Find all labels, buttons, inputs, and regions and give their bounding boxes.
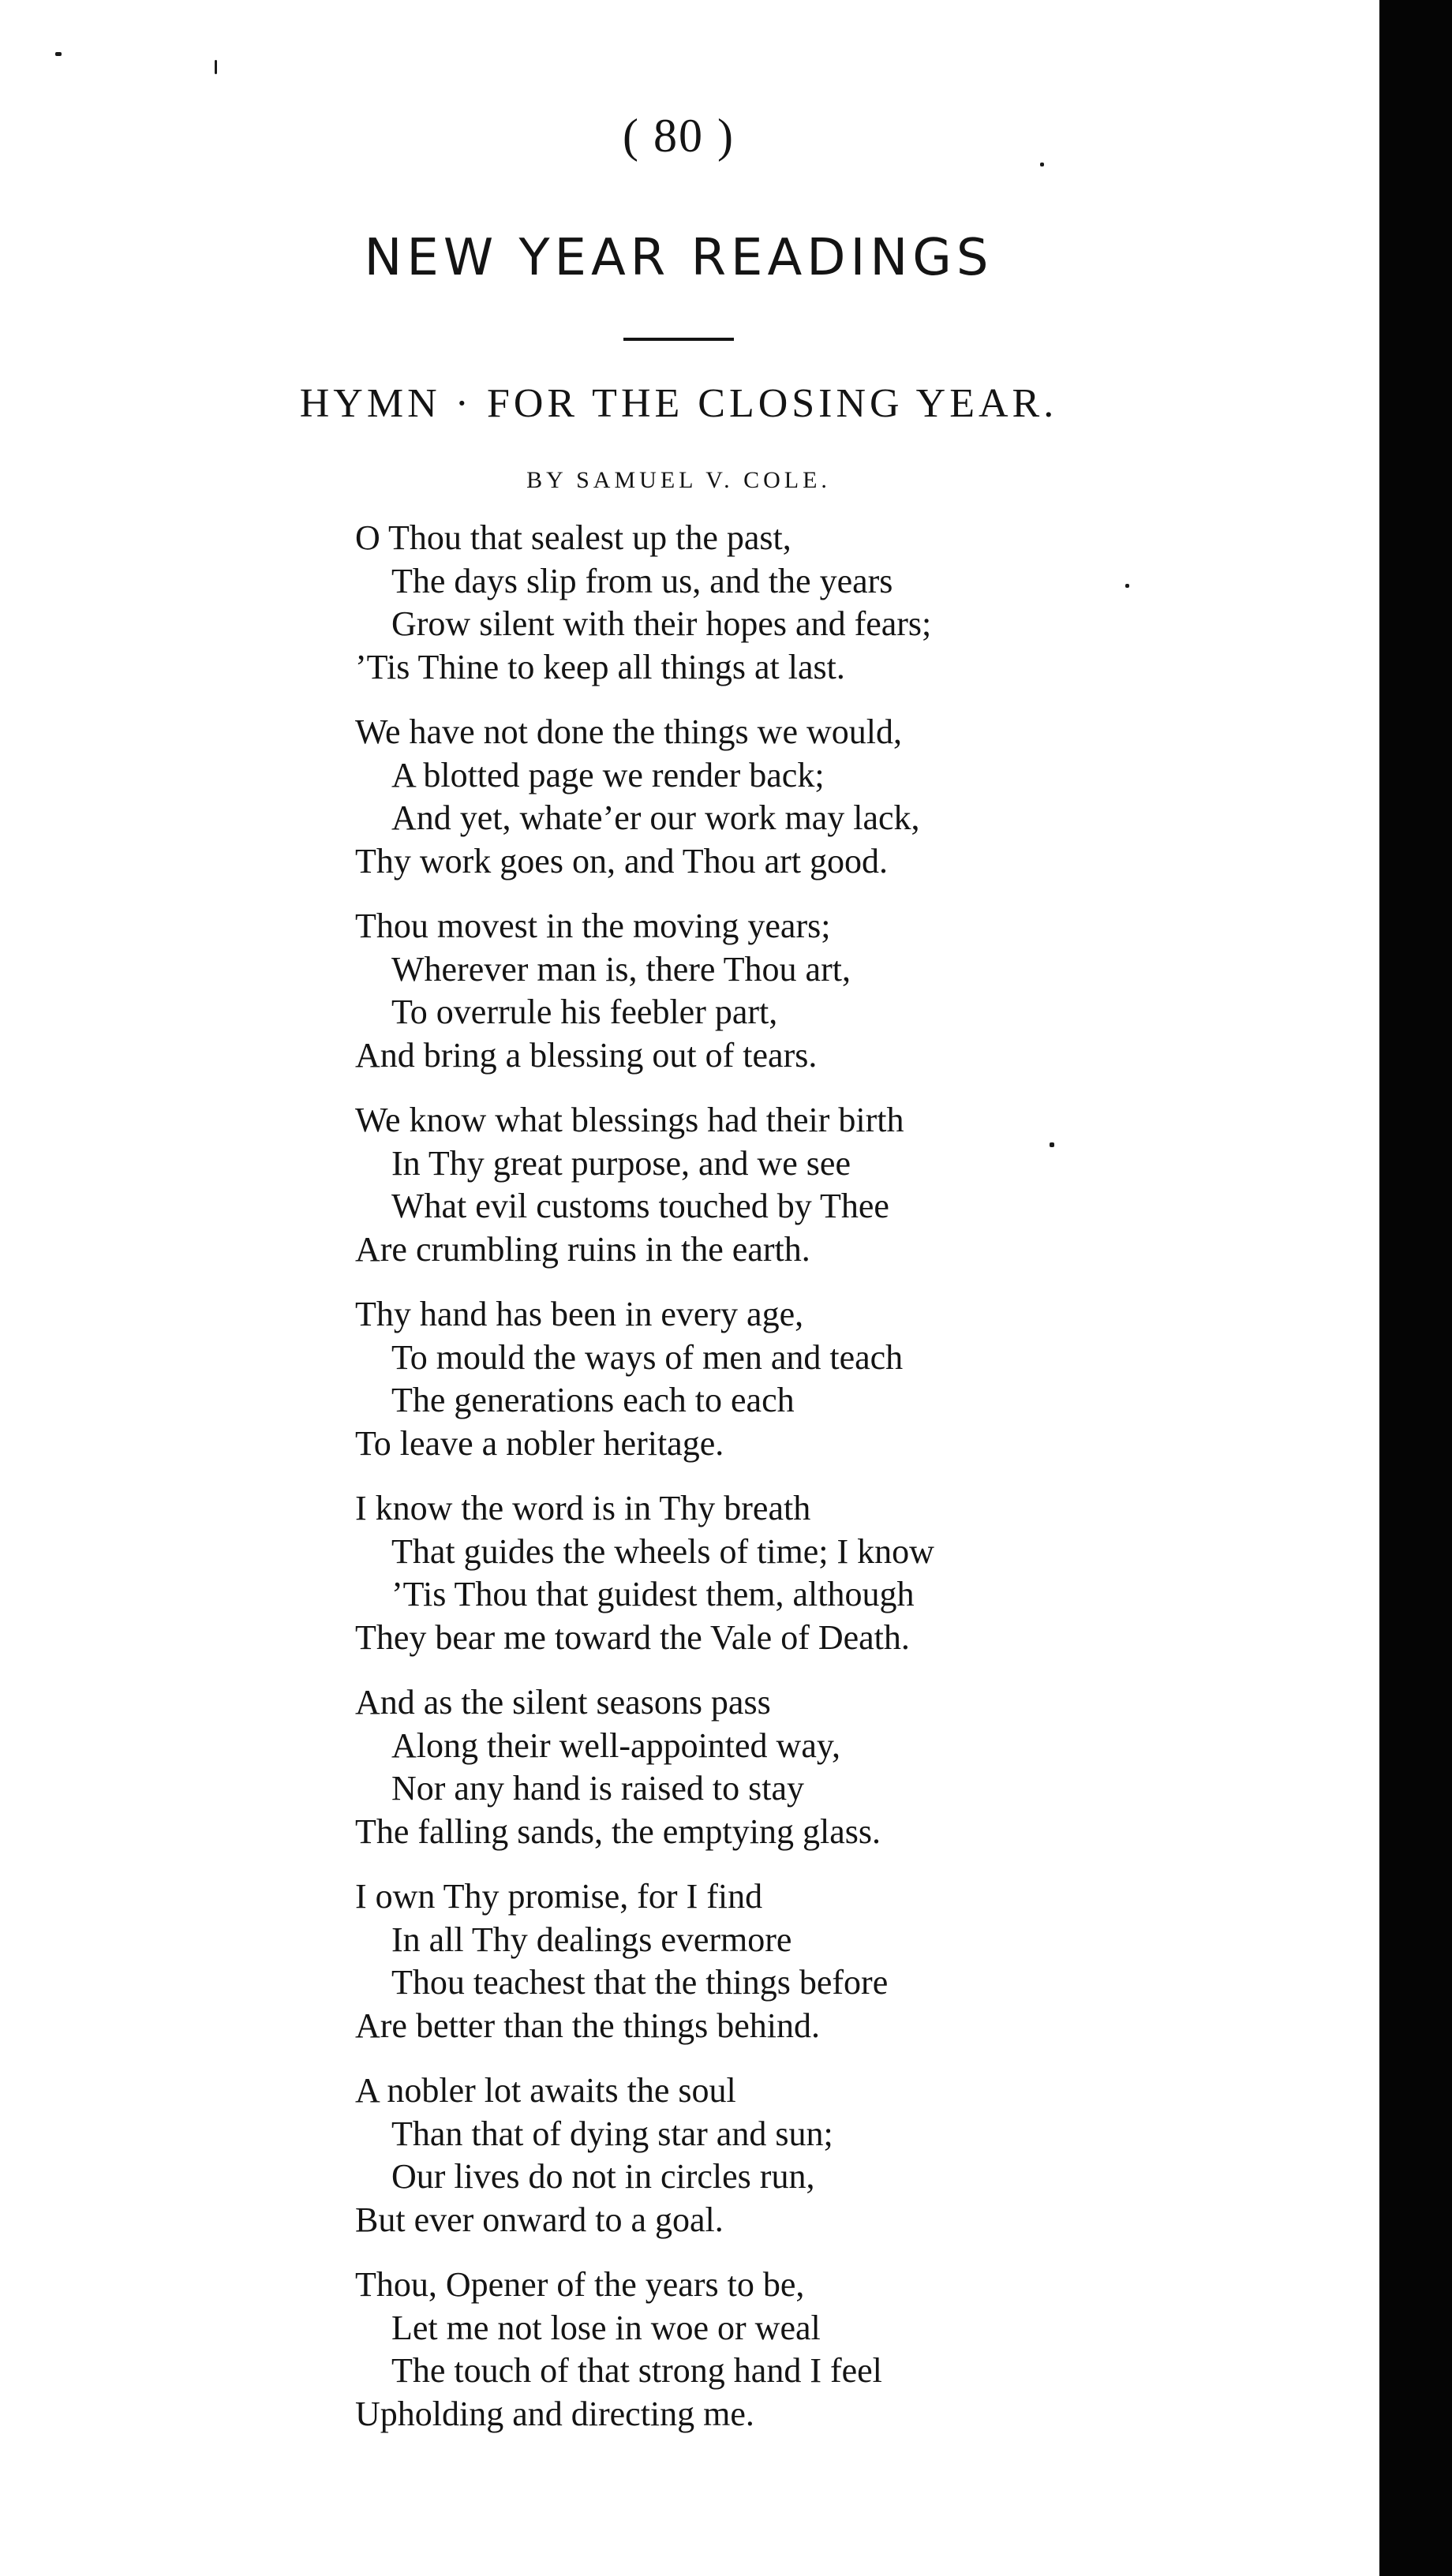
poem-line: Thy work goes on, and Thou art good. bbox=[355, 841, 888, 880]
poem-line: Are crumbling ruins in the earth. bbox=[355, 1229, 810, 1269]
poem-stanza bbox=[355, 1487, 1373, 1659]
poem-line: And yet, whate’er our work may lack, bbox=[391, 798, 920, 837]
poem-line: Our lives do not in circles run, bbox=[391, 2157, 815, 2196]
poem-line: Thou movest in the moving years; bbox=[355, 907, 831, 945]
poem-line: In Thy great purpose, and we see bbox=[391, 1143, 851, 1183]
poem-stanza bbox=[355, 517, 1373, 689]
poem-line: O Thou that sealest up the past, bbox=[355, 518, 791, 557]
section-title: NEW YEAR READINGS bbox=[364, 229, 994, 287]
poem-line: Thou, Opener of the years to be, bbox=[355, 2265, 805, 2304]
poem-line: A blotted page we render back; bbox=[391, 755, 825, 794]
hymn-title: HYMN · FOR THE CLOSING YEAR. bbox=[299, 381, 1058, 426]
poem-line: Along their well-appointed way, bbox=[391, 1725, 840, 1765]
poem-body bbox=[355, 517, 1373, 2458]
poem-line: ’Tis Thine to keep all things at last. bbox=[355, 647, 845, 686]
poem-line: We have not done the things we would, bbox=[355, 712, 902, 751]
title-divider bbox=[623, 338, 734, 341]
scan-speck bbox=[215, 60, 217, 74]
poem-line: The falling sands, the emptying glass. bbox=[355, 1811, 881, 1851]
poem-line: The touch of that strong hand I feel bbox=[391, 2351, 882, 2390]
poem-stanza bbox=[355, 1099, 1373, 1271]
poem-stanza bbox=[355, 2264, 1373, 2436]
poem-line: And bring a blessing out of tears. bbox=[355, 1035, 818, 1075]
poem-line: In all Thy dealings evermore bbox=[391, 1920, 792, 1959]
poem-stanza bbox=[355, 711, 1373, 883]
scan-speck bbox=[55, 52, 62, 56]
poem-line: The days slip from us, and the years bbox=[391, 561, 893, 600]
poem-line: Grow silent with their hopes and fears; bbox=[391, 604, 932, 643]
poem-stanza bbox=[355, 1681, 1373, 1853]
poem-line: Are better than the things behind. bbox=[355, 2006, 820, 2045]
poem-line: We know what blessings had their birth bbox=[355, 1101, 904, 1139]
poem-line: Let me not lose in woe or weal bbox=[391, 2308, 821, 2347]
poem-line: Nor any hand is raised to stay bbox=[391, 1769, 804, 1808]
poem-line: ’Tis Thou that guidest them, although bbox=[391, 1575, 915, 1613]
page-number: ( 80 ) bbox=[623, 110, 735, 162]
poem-line: That guides the wheels of time; I know bbox=[391, 1531, 934, 1571]
poem-line: The generations each to each bbox=[391, 1381, 795, 1419]
poem-line: To mould the ways of men and teach bbox=[391, 1337, 904, 1377]
poem-stanza bbox=[355, 1293, 1373, 1465]
poem-line: Wherever man is, there Thou art, bbox=[391, 949, 851, 989]
poem-line: To overrule his feebler part, bbox=[391, 993, 778, 1031]
poem-line: I own Thy promise, for I find bbox=[355, 1877, 763, 1916]
poem-line: But ever onward to a goal. bbox=[355, 2200, 724, 2239]
poem-line: Upholding and directing me. bbox=[355, 2394, 754, 2433]
poem-stanza bbox=[355, 2069, 1373, 2241]
author-byline: BY SAMUEL V. COLE. bbox=[526, 467, 831, 493]
poem-line: What evil customs touched by Thee bbox=[391, 1187, 889, 1225]
poem-line: Thy hand has been in every age, bbox=[355, 1295, 804, 1333]
page-edge-shadow bbox=[1379, 0, 1452, 2576]
poem-line: I know the word is in Thy breath bbox=[355, 1489, 811, 1527]
poem-line: Thou teachest that the things before bbox=[391, 1963, 889, 2002]
poem-stanza bbox=[355, 1875, 1373, 2047]
poem-line: And as the silent seasons pass bbox=[355, 1683, 771, 1722]
poem-line: A nobler lot awaits the soul bbox=[355, 2071, 736, 2110]
poem-line: Than that of dying star and sun; bbox=[391, 2114, 833, 2153]
poem-stanza bbox=[355, 905, 1373, 1077]
poem-line: They bear me toward the Vale of Death. bbox=[355, 1617, 910, 1657]
poem-line: To leave a nobler heritage. bbox=[355, 1423, 724, 1463]
